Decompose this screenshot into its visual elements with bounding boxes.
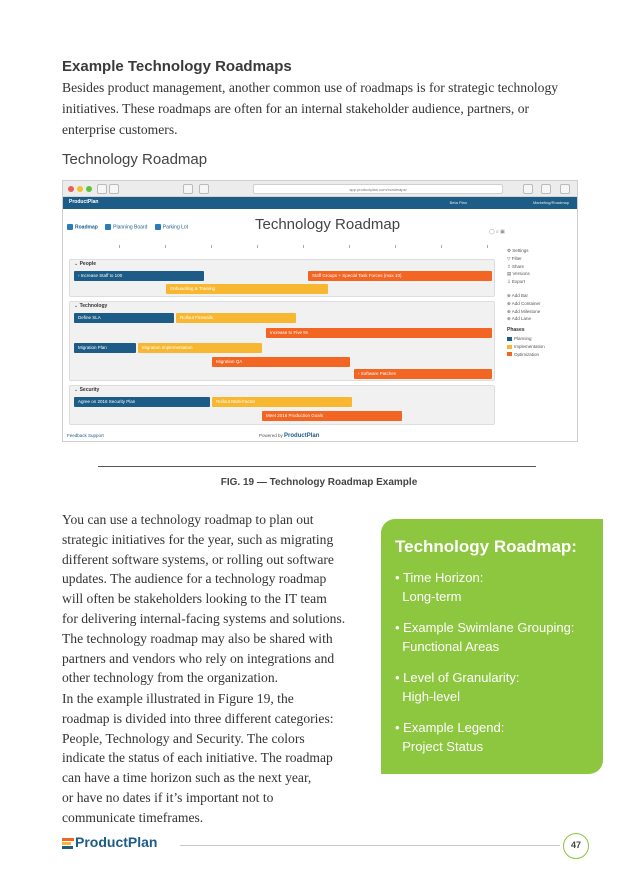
text-line: will often be stakeholders looking to the IT team (62, 591, 327, 607)
roadmap-bar (74, 397, 210, 407)
text-line: can have a time horizon such as the next year, (62, 770, 312, 786)
roadmap-bar (262, 411, 402, 421)
figure-caption-text: FIG. 19 — Technology Roadmap Example (220, 477, 418, 488)
side-item-share: ⇪ Share (507, 263, 525, 269)
minimize-window-icon (77, 186, 83, 192)
productplan-logo-icon (62, 838, 74, 848)
text-line: strategic initiatives for the year, such as migrating (62, 531, 334, 547)
lane-technology (69, 301, 495, 381)
summary-callout (381, 519, 603, 774)
legend-swatch (507, 352, 512, 356)
roadmap-bar (166, 284, 328, 294)
side-item-label: Export (512, 279, 526, 285)
productplan-logo (62, 834, 157, 850)
roadmap-bar (74, 313, 174, 323)
timeline-tick (395, 245, 396, 248)
roadmap-bar: › Increase Staff to 100 (74, 271, 204, 281)
powered-by (259, 433, 319, 439)
home-icon (183, 184, 193, 194)
text-line: roadmap is divided into three different categories: (62, 710, 334, 726)
app-header (63, 197, 577, 209)
callout-item-value: Functional Areas (402, 639, 500, 654)
side-item-label: Versions (512, 271, 530, 277)
extension-icon (199, 184, 209, 194)
tab-planning-board (105, 224, 147, 230)
lane-label: Technology (79, 303, 108, 309)
legend-label: Implementation (514, 343, 545, 349)
tab-label: Parking Lot (162, 224, 189, 231)
callout-item-label: Level of Granularity: (403, 670, 520, 685)
side-item-label: Add Lane (511, 316, 532, 322)
roadmap-bar (266, 328, 492, 338)
roadmap-screenshot (62, 180, 578, 442)
bar-label: Migration QA (216, 359, 243, 364)
text-line: other technology from the organization. (62, 670, 279, 686)
bar-label: Rollout Multi-Factor (216, 399, 256, 404)
lane-label: Security (79, 387, 100, 393)
bar-label: Onboarding & Training (170, 286, 216, 291)
tab-roadmap (67, 224, 98, 230)
phase-legend-item (507, 335, 577, 343)
callout-item-value: Project Status (402, 739, 484, 754)
callout-item: • Level of Granularity: High-level (395, 670, 520, 704)
timeline-tick (441, 245, 442, 248)
lane-people (69, 259, 495, 297)
app-plan-label: Beta Plan (449, 200, 467, 205)
callout-item: • Example Swimlane Grouping: Functional Areas (395, 620, 575, 654)
app-brand: ProductPlan (69, 199, 99, 205)
new-tab-icon (560, 184, 570, 194)
roadmap-title: Technology Roadmap (255, 216, 401, 233)
lane-label: People (79, 261, 96, 267)
logo-stripe (62, 846, 73, 849)
roadmap-bar (74, 343, 136, 353)
text-line: indicate the status of each initiative. The roadmap (62, 750, 333, 766)
bar-label: Staff Groups + Special Task Forces (max 10) (312, 273, 402, 278)
callout-item-value: Long-term (402, 589, 462, 604)
intro-paragraph: Besides product management, another common use of roadmaps is for strategic technology initiatives. These roadmaps are often for an internal stakeholder audience, partners, or enterprise customers. (62, 80, 559, 137)
logo-stripe (62, 842, 71, 845)
text-line: or have no dates if it’s important not to (62, 789, 274, 805)
tab-parking-lot (155, 224, 188, 230)
bar-label: Define SLA (78, 315, 101, 320)
side-item-label: Filter (511, 255, 522, 261)
roadmap-bar (176, 313, 296, 323)
subheading: Technology Roadmap (62, 151, 208, 168)
timeline-tick (211, 245, 212, 248)
lane-security (69, 385, 495, 425)
timeline-tick (487, 245, 488, 248)
figure-caption (0, 477, 638, 488)
side-item-label: Settings (512, 248, 529, 253)
roadmap-bar (308, 271, 492, 281)
side-add-bar: ⊕ Add Bar (507, 292, 529, 298)
logo-stripe (62, 838, 74, 841)
text-line: for delivering internal-facing systems and solutions. (62, 610, 346, 626)
roadmap-sidebar (507, 247, 577, 358)
side-item-versions: ▤ Versions (507, 271, 530, 277)
body-paragraph-1 (62, 510, 374, 688)
parking-lot-icon (155, 224, 161, 230)
bar-label: Rollout Firewalls (180, 315, 214, 320)
bar-label: Migration Plan (78, 345, 107, 350)
text-line: communicate timeframes. (62, 809, 204, 825)
body-paragraph-2 (62, 689, 374, 828)
figure-divider (98, 466, 536, 467)
url-bar: app.productplan.com/roadmaps/ (253, 184, 503, 194)
callout-item: • Time Horizon: Long-term (395, 570, 484, 604)
callout-item-label: Time Horizon: (402, 570, 484, 585)
bar-label: Agree on 2016 Security Plan (78, 399, 136, 404)
tabs-icon (541, 184, 551, 194)
legend-swatch (507, 337, 512, 341)
side-add-milestone: ⊕ Add Milestone (507, 308, 541, 314)
legend-label: Optimization (514, 351, 540, 357)
callout-title: Technology Roadmap: (395, 537, 577, 556)
text-line: You can use a technology roadmap to plan out (62, 512, 314, 527)
section-heading: Example Technology Roadmaps (62, 58, 292, 75)
timeline-tick (257, 245, 258, 248)
view-tabs (67, 224, 194, 230)
bar-label: Increase to Five 9s (270, 330, 309, 335)
text-line: In the example illustrated in Figure 19, the (62, 691, 294, 706)
side-item-settings: ⚙ Settings (507, 248, 529, 253)
app-account-label: Marketing/Roadmap (532, 200, 569, 205)
side-add-lane: ⊕ Add Lane (507, 316, 532, 322)
roadmap-bar (212, 357, 350, 367)
roadmap-timeline (69, 245, 495, 425)
callout-item-value: High-level (402, 689, 461, 704)
roadmap-icon (67, 224, 73, 230)
back-icon (97, 184, 107, 194)
forward-icon (109, 184, 119, 194)
timeline-tick (165, 245, 166, 248)
callout-list (395, 568, 595, 768)
callout-item-label: Example Swimlane Grouping: (403, 620, 575, 635)
bar-label: Migration Implementation (142, 345, 193, 350)
text-line: People, Technology and Security. The colors (62, 730, 305, 746)
tab-label: Roadmap (75, 224, 98, 231)
side-item-label: Share (512, 263, 525, 269)
feedback-links: Feedback Support (67, 433, 104, 438)
maximize-window-icon (86, 186, 92, 192)
powered-by-brand: ProductPlan (284, 433, 320, 439)
lane-name: ⌄ Technology (74, 303, 108, 309)
footer-divider (180, 845, 560, 846)
page-number: 47 (563, 833, 589, 859)
roadmap-bar (138, 343, 262, 353)
timeline-tick (303, 245, 304, 248)
side-item-label: Add Milestone (511, 308, 541, 314)
text-line: updates. The audience for a technology roadmap (62, 571, 327, 587)
powered-by-label: Powered by (259, 433, 283, 438)
lane-name: ⌄ Security (74, 387, 100, 393)
roadmap-bar: › Software Patches (354, 369, 492, 379)
close-window-icon (68, 186, 74, 192)
bar-label: Meet 2016 Production Goals (266, 413, 324, 418)
side-add-container: ⊕ Add Container (507, 300, 541, 306)
planning-board-icon (105, 224, 111, 230)
callout-item-label: Example Legend: (403, 720, 505, 735)
bar-label: Software Patches (360, 371, 397, 376)
phase-legend-item (507, 351, 577, 359)
side-item-export: ⇩ Export (507, 279, 526, 285)
roadmap-bar (212, 397, 352, 407)
side-item-label: Add Bar (511, 292, 529, 298)
browser-toolbar (63, 181, 577, 197)
tab-label: Planning Board (113, 224, 148, 231)
side-item-filter: ▽ Filter (507, 255, 522, 261)
callout-item: • Example Legend: Project Status (395, 720, 505, 754)
phases-title: Phases (507, 327, 525, 334)
roadmap-tools: ◯ ⌕ ▣ (489, 229, 505, 235)
share-icon (523, 184, 533, 194)
text-line: The technology roadmap may also be shared with (62, 630, 333, 646)
side-item-label: Add Container (511, 300, 541, 306)
text-line: partners and vendors who rely on integrations and (62, 650, 335, 666)
text-line: different software systems, or rolling out software (62, 551, 334, 567)
logo-text: ProductPlan (75, 834, 158, 850)
lane-name: ⌄ People (74, 261, 96, 267)
timeline-tick (349, 245, 350, 248)
timeline-tick (119, 245, 120, 248)
bar-label: Increase Staff to 100 (80, 273, 123, 278)
phase-legend-item (507, 343, 577, 351)
legend-label: Planning (514, 335, 532, 341)
legend-swatch (507, 345, 512, 349)
